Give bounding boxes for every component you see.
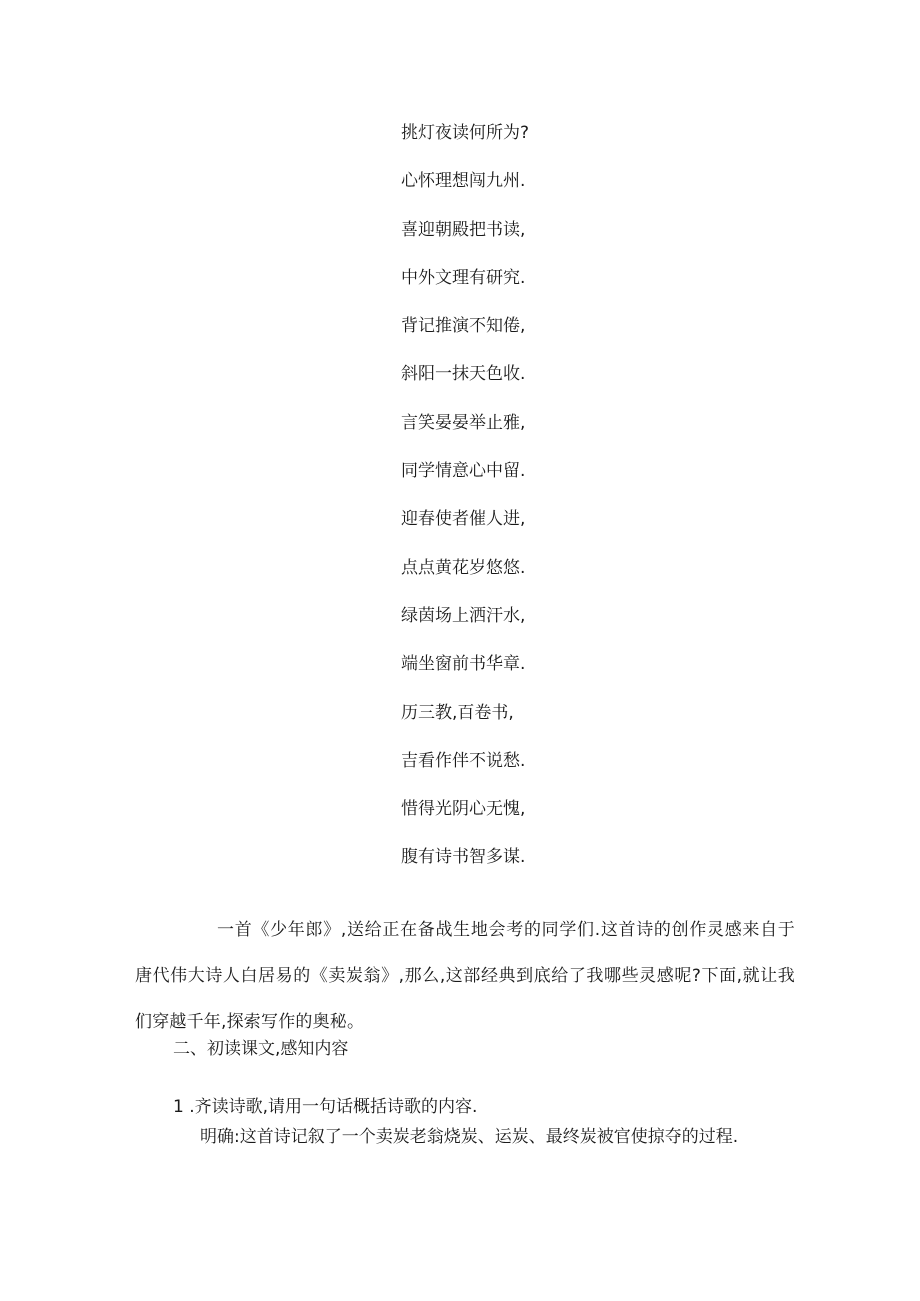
poem-line: 挑灯夜读何所为?: [401, 123, 530, 143]
poem-line: 中外文理有研究.: [401, 267, 526, 288]
poem-line: 历三教,百卷书,: [401, 702, 514, 723]
poem-line: 点点黄花岁悠悠.: [401, 557, 526, 578]
poem-line: 端坐窗前书华章.: [401, 654, 526, 675]
poem-line: 心怀理想闯九州.: [401, 171, 526, 192]
question-item: 1 .齐读诗歌,请用一句话概括诗歌的内容.: [173, 1097, 478, 1117]
poem-line: 惜得光阴心无愧,: [401, 799, 526, 820]
poem-line: 绿茵场上洒汗水,: [401, 605, 526, 626]
poem-line: 喜迎朝殿把书读,: [401, 219, 526, 240]
poem-line: 腹有诗书智多谋.: [401, 847, 526, 868]
poem-line: 同学情意心中留.: [401, 461, 526, 482]
poem-line: 背记推演不知倦,: [401, 316, 526, 337]
poem-line: 斜阳一抹天色收.: [401, 364, 526, 385]
poem-line: 吉看作伴不说愁.: [401, 750, 526, 771]
section-heading: 二、初读课文,感知内容: [173, 1039, 349, 1059]
intro-paragraph: 一首《少年郎》,送给正在备战生地会考的同学们.这首诗的创作灵感来自于唐代伟大诗人白居易的《卖炭翁》,那么,这部经典到底给了我哪些灵感呢?下面,就让我们穿越千年,探索写作的奥秘。: [135, 920, 795, 1032]
poem-line: 言笑晏晏举止雅,: [401, 412, 526, 433]
poem-block: [401, 120, 801, 893]
answer-text: 明确:这首诗记叙了一个卖炭老翁烧炭、运炭、最终炭被官使掠夺的过程.: [200, 1127, 739, 1147]
poem-line: 迎春使者催人进,: [401, 509, 526, 530]
